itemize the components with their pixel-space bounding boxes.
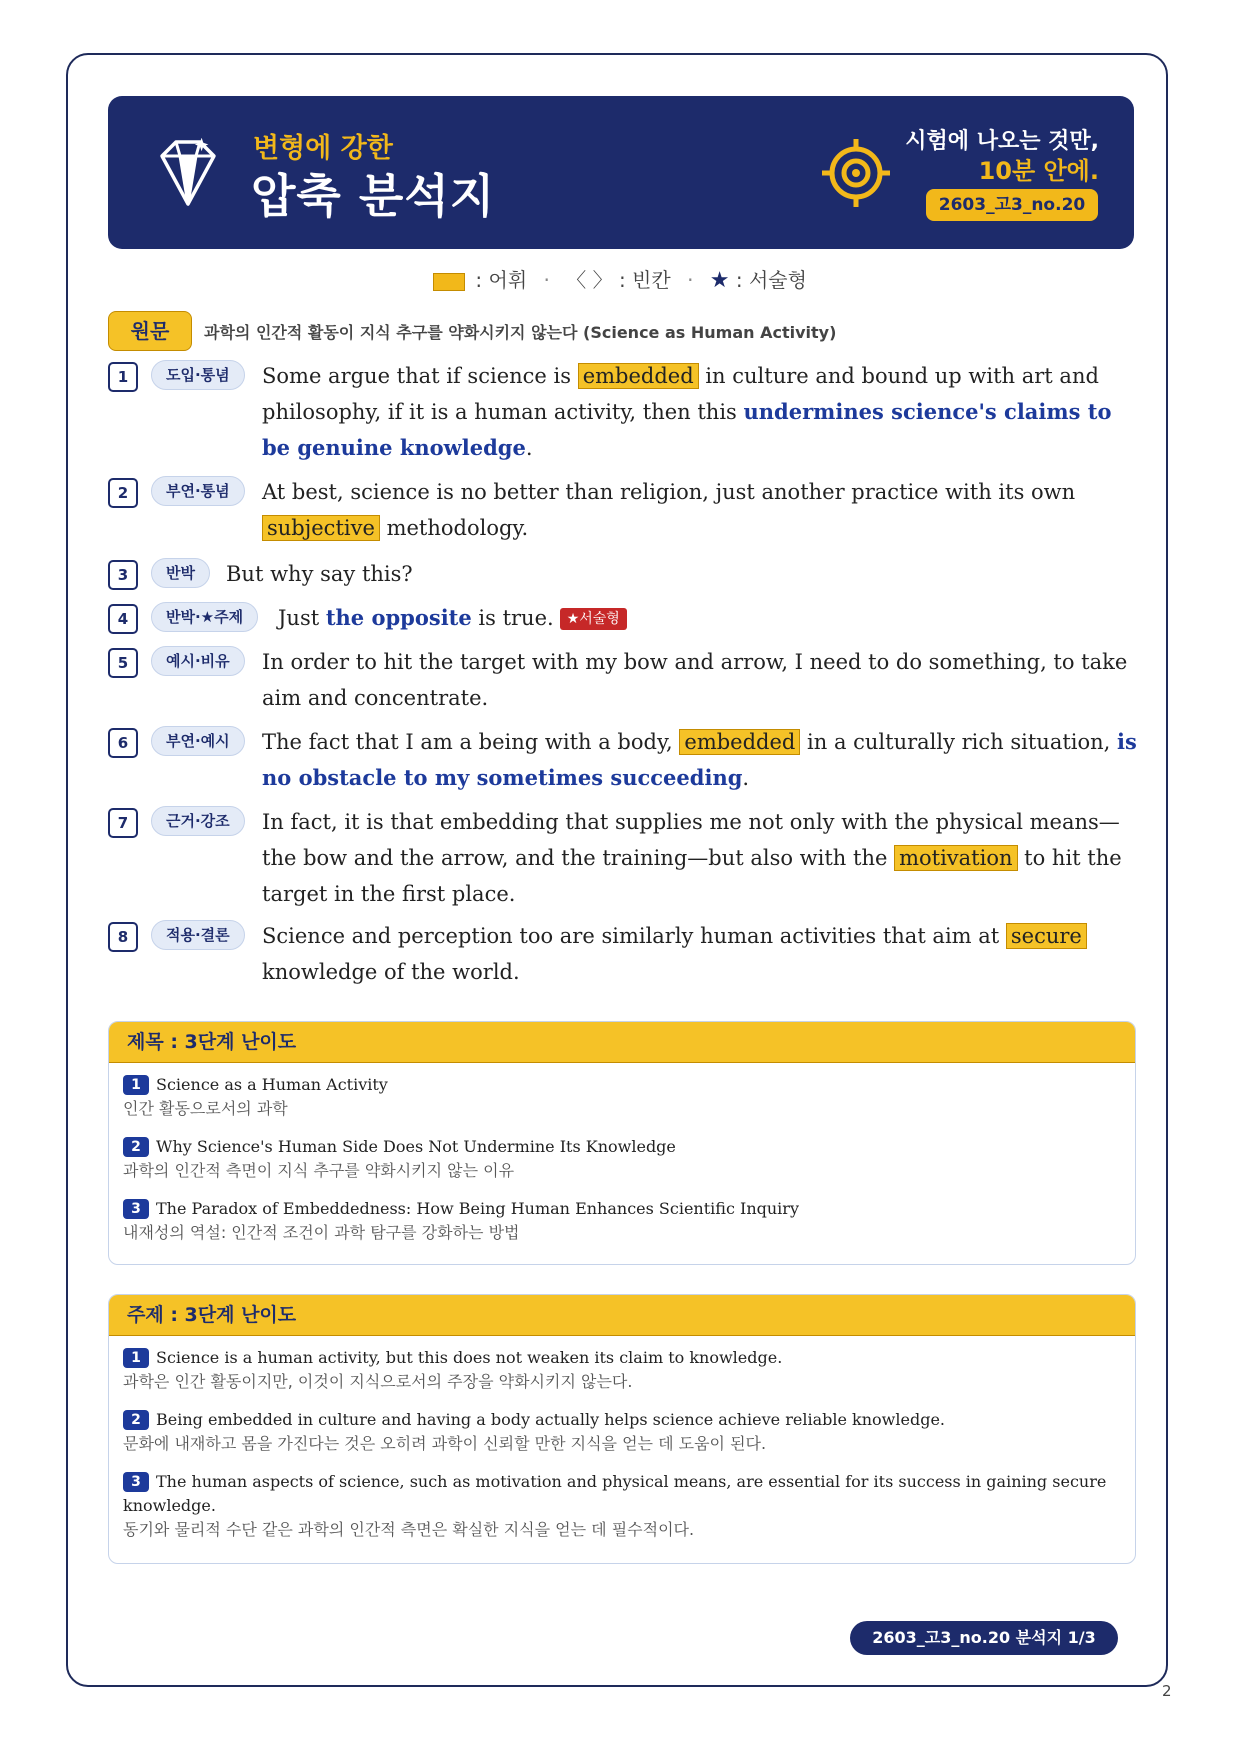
sentence-text: Science and perception too are similarly human activities that aim at secure knowledge of the world. xyxy=(262,918,1138,990)
vocab-highlight: subjective xyxy=(262,515,380,541)
sentence-number: 5 xyxy=(108,648,138,678)
legend-vocab: : 어휘 xyxy=(475,268,528,292)
theme-box-heading: 주제 : 3단계 난이도 xyxy=(109,1295,1135,1336)
sentence-number: 6 xyxy=(108,728,138,758)
sentence-role-tag: 예시·비유 xyxy=(151,646,245,676)
sentence-role-tag: 부연·예시 xyxy=(151,726,245,756)
title-item-2 xyxy=(109,1135,1135,1183)
sentence-role-tag: 근거·강조 xyxy=(151,806,245,836)
sentence-role-tag: 반박·★주제 xyxy=(151,602,258,632)
vocab-highlight: embedded xyxy=(679,729,800,755)
title-korean: 과학의 인간적 측면이 지식 추구를 약화시키지 않는 이유 xyxy=(123,1161,515,1180)
title-english: Why Science's Human Side Does Not Undermine Its Knowledge xyxy=(156,1137,676,1156)
title-korean: 인간 활동으로서의 과학 xyxy=(123,1099,288,1118)
brand-title: 압축 분석지 xyxy=(251,169,496,223)
header-banner xyxy=(108,96,1134,249)
item-number-badge: 2 xyxy=(123,1137,149,1157)
legend-separator: · xyxy=(687,268,694,292)
item-number-badge: 1 xyxy=(123,1075,149,1095)
source-title: 과학의 인간적 활동이 지식 추구를 약화시키지 않는다 (Science as Human Activity) xyxy=(204,323,837,342)
title-box-heading: 제목 : 3단계 난이도 xyxy=(109,1022,1135,1063)
legend-blank: : 빈칸 xyxy=(618,268,671,292)
title-item-3 xyxy=(109,1197,1135,1245)
theme-item-1 xyxy=(109,1346,1135,1394)
sentence-text: But why say this? xyxy=(226,562,413,586)
legend-essay: : 서술형 xyxy=(735,268,807,292)
brand-subtitle: 변형에 강한 xyxy=(253,133,393,164)
legend-separator: · xyxy=(543,268,550,292)
theme-korean: 문화에 내재하고 몸을 가진다는 것은 오히려 과학이 신뢰할 만한 지식을 얻는 데 도움이 된다. xyxy=(123,1434,767,1453)
theme-english: Being embedded in culture and having a body actually helps science achieve reliable knowledge. xyxy=(156,1410,945,1429)
sentence-text: Just the opposite is true. ★서술형 xyxy=(278,600,1138,636)
key-phrase: the opposite xyxy=(325,605,472,630)
sentence-number: 3 xyxy=(108,560,138,590)
doc-code-badge: 2603_고3_no.20 xyxy=(926,189,1098,221)
tagline-line-1: 시험에 나오는 것만, xyxy=(905,129,1099,154)
highlight-swatch-icon xyxy=(433,273,465,291)
sentence-number: 7 xyxy=(108,808,138,838)
star-icon: ★ xyxy=(709,268,730,293)
title-korean: 내재성의 역설: 인간적 조건이 과학 탐구를 강화하는 방법 xyxy=(123,1223,520,1242)
theme-english: Science is a human activity, but this does not weaken its claim to knowledge. xyxy=(156,1348,783,1367)
sentence-text: At best, science is no better than religion, just another practice with its own subjective methodology. xyxy=(262,480,1076,540)
diamond-icon xyxy=(156,138,220,208)
essay-badge: ★서술형 xyxy=(560,608,627,630)
title-box xyxy=(108,1021,1136,1265)
sentence-number: 4 xyxy=(108,604,138,634)
sentence-role-tag: 도입·통념 xyxy=(151,360,245,390)
legend xyxy=(0,264,1240,293)
title-item-1 xyxy=(109,1073,1135,1121)
target-icon xyxy=(822,139,890,207)
footer-label: 2603_고3_no.20 분석지 1/3 xyxy=(850,1621,1118,1655)
sentence-role-tag: 반박 xyxy=(151,558,210,588)
title-english: The Paradox of Embeddedness: How Being Human Enhances Scientific Inquiry xyxy=(156,1199,799,1218)
source-badge: 원문 xyxy=(108,311,192,351)
theme-item-3 xyxy=(109,1470,1135,1542)
sentence-text: In fact, it is that embedding that supplies me not only with the physical means—the bow and the arrow, and the training—but also with the motivation to hit the target in the first place. xyxy=(262,810,1122,906)
title-english: Science as a Human Activity xyxy=(156,1075,388,1094)
sentence-role-tag: 적용·결론 xyxy=(151,920,245,950)
key-phrase: is no obstacle to my sometimes succeeding xyxy=(262,729,1137,790)
sentence-text: The fact that I am a being with a body, embedded in a culturally rich situation, is no obstacle to my sometimes succeeding. xyxy=(262,729,1137,790)
legend-blank-symbol: 〈 〉 xyxy=(566,268,613,292)
theme-item-2 xyxy=(109,1408,1135,1456)
item-number-badge: 1 xyxy=(123,1348,149,1368)
item-number-badge: 2 xyxy=(123,1410,149,1430)
sentence-role-tag: 부연·통념 xyxy=(151,476,245,506)
vocab-highlight: embedded xyxy=(578,363,699,389)
theme-korean: 동기와 물리적 수단 같은 과학의 인간적 측면은 확실한 지식을 얻는 데 필수적이다. xyxy=(123,1520,695,1539)
sentence-text: Some argue that if science is embedded in culture and bound up with art and philosophy, if it is a human activity, then this undermines science's claims to be genuine knowledge. xyxy=(262,364,1112,460)
theme-english: The human aspects of science, such as motivation and physical means, are essential for its success in gaining secure knowledge. xyxy=(123,1472,1107,1515)
vocab-highlight: motivation xyxy=(894,845,1017,871)
item-number-badge: 3 xyxy=(123,1472,149,1492)
theme-box xyxy=(108,1294,1136,1564)
theme-korean: 과학은 인간 활동이지만, 이것이 지식으로서의 주장을 약화시키지 않는다. xyxy=(123,1372,633,1391)
sentence-number: 8 xyxy=(108,922,138,952)
sentence-number: 1 xyxy=(108,362,138,392)
sentence-number: 2 xyxy=(108,478,138,508)
key-phrase: undermines science's claims to be genuine knowledge xyxy=(262,399,1112,460)
vocab-highlight: secure xyxy=(1006,923,1087,949)
tagline-line-2: 10분 안에. xyxy=(978,157,1099,185)
item-number-badge: 3 xyxy=(123,1199,149,1219)
sentence-text: In order to hit the target with my bow and arrow, I need to do something, to take aim and concentrate. xyxy=(262,650,1128,710)
page-number: 2 xyxy=(1162,1682,1172,1700)
